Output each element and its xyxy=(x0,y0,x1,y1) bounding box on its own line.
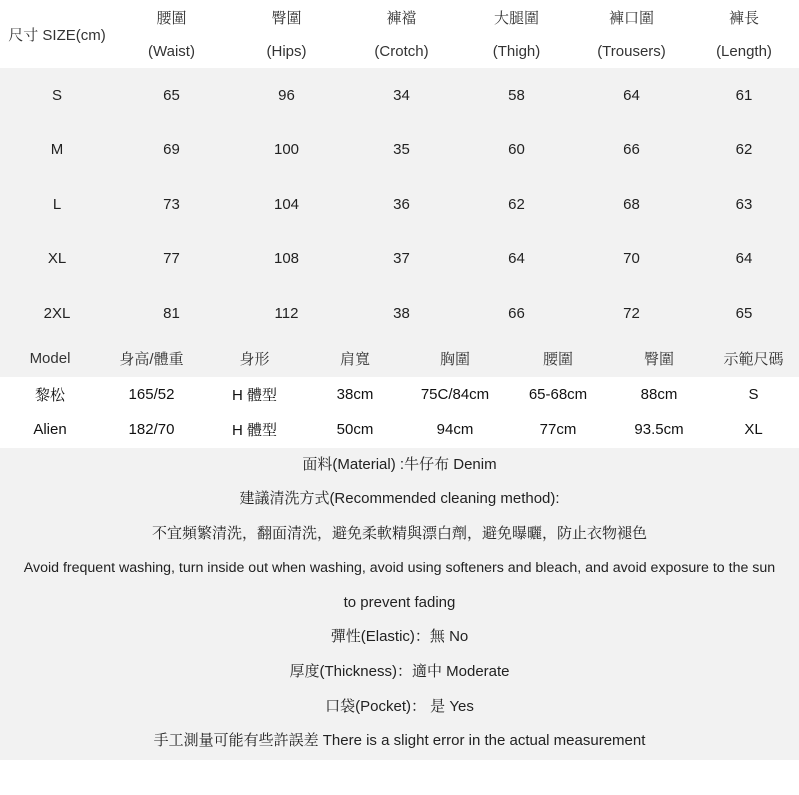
size-header-row-zh xyxy=(0,0,799,34)
cell-value: 64 xyxy=(735,250,753,268)
cell-value: 62 xyxy=(508,195,525,213)
cell-value: 63 xyxy=(735,195,753,213)
col-header-crotch-en: (Crotch) xyxy=(374,42,429,60)
cell-value: 108 xyxy=(273,250,300,268)
cell-value: 96 xyxy=(278,86,295,104)
cell-value: XL xyxy=(744,421,763,439)
cell-value: 112 xyxy=(274,304,299,322)
table-row xyxy=(0,123,799,178)
model-name: Alien xyxy=(33,421,67,439)
col-header-length-en: (Length) xyxy=(716,42,772,60)
cell-value: 66 xyxy=(508,304,525,322)
cleaning-title: 建議清洗方式(Recommended cleaning method): xyxy=(239,490,560,508)
cell-value: 81 xyxy=(163,304,180,322)
col-header-crotch: 褲襠 xyxy=(386,9,417,27)
model-header-height-weight: 身高/體重 xyxy=(119,351,184,368)
table-row xyxy=(0,377,799,413)
model-header-waist: 腰圍 xyxy=(542,351,573,368)
cell-value: 77 xyxy=(163,250,180,268)
cleaning-en-text-line1: Avoid frequent washing, turn inside out when washing, avoid using softeners and bleach, and avoid exposure to the sun xyxy=(23,560,776,577)
size-label: XL xyxy=(47,250,67,268)
table-row xyxy=(0,286,799,341)
cell-value: 70 xyxy=(623,250,640,268)
cell-value: 37 xyxy=(393,250,410,268)
cell-value: 77cm xyxy=(539,421,577,439)
size-label: S xyxy=(51,86,62,104)
cell-value: 75C/84cm xyxy=(420,385,490,403)
cell-value: 50cm xyxy=(336,421,374,439)
table-row xyxy=(0,412,799,448)
product-info-section xyxy=(0,448,799,760)
col-header-trousers-en: (Trousers) xyxy=(597,42,666,60)
cell-value: 65 xyxy=(163,86,180,104)
cell-value: 65-68cm xyxy=(528,385,588,403)
model-chart-table xyxy=(0,341,799,448)
size-corner-label: 尺寸 SIZE(cm) xyxy=(8,26,106,44)
table-row xyxy=(0,232,799,287)
table-row xyxy=(0,177,799,232)
cell-value: 94cm xyxy=(436,421,474,439)
model-header-body-type: 身形 xyxy=(239,351,270,368)
cell-value: 62 xyxy=(735,141,753,159)
measurement-note: 手工測量可能有些許誤差 There is a slight error in the actual measurement xyxy=(153,732,646,750)
material-text: 面料(Material) :牛仔布 Denim xyxy=(302,455,497,473)
col-header-thigh-en: (Thigh) xyxy=(492,42,541,60)
model-header-hips: 臀圍 xyxy=(643,351,674,368)
cell-value: 100 xyxy=(273,141,300,159)
col-header-hips: 臀圍 xyxy=(271,9,302,27)
cell-value: 64 xyxy=(508,250,525,268)
cell-value: 38 xyxy=(393,304,410,322)
cell-value: 64 xyxy=(623,86,640,104)
cleaning-zh-text: 不宜頻繁清洗，翻面清洗，避免柔軟精與漂白劑，避免曝曬，防止衣物褪色 xyxy=(151,524,647,542)
elastic-text: 彈性(Elastic)：無 No xyxy=(330,628,469,646)
col-header-trousers: 褲口圍 xyxy=(608,9,654,27)
cleaning-en-text-line2: to prevent fading xyxy=(343,593,456,611)
model-header-model: Model xyxy=(29,350,71,367)
size-label: 2XL xyxy=(43,304,71,322)
size-chart-table xyxy=(0,0,799,341)
col-header-hips-en: (Hips) xyxy=(266,42,307,60)
cell-value: H 體型 xyxy=(231,386,277,404)
cell-value: 60 xyxy=(508,141,525,159)
model-header-chest: 胸圍 xyxy=(439,351,470,368)
model-name: 黎松 xyxy=(34,386,65,404)
cell-value: 88cm xyxy=(640,385,678,403)
cell-value: 182/70 xyxy=(128,421,175,439)
cell-value: 38cm xyxy=(336,385,374,403)
size-header-row-en xyxy=(0,34,799,68)
model-header-shoulder: 肩寬 xyxy=(339,351,370,368)
col-header-waist: 腰圍 xyxy=(156,9,187,27)
cell-value: 104 xyxy=(273,195,300,213)
cell-value: H 體型 xyxy=(231,422,277,440)
cell-value: 34 xyxy=(393,86,410,104)
size-label: M xyxy=(50,141,64,159)
cell-value: 73 xyxy=(163,195,180,213)
cell-value: S xyxy=(748,385,759,403)
cell-value: 58 xyxy=(508,86,525,104)
cell-value: 61 xyxy=(735,86,753,104)
cell-value: 69 xyxy=(163,141,180,159)
size-label: L xyxy=(52,195,62,213)
table-row xyxy=(0,68,799,123)
cell-value: 66 xyxy=(623,141,640,159)
cell-value: 72 xyxy=(623,304,640,322)
thickness-text: 厚度(Thickness)：適中 Moderate xyxy=(289,663,510,681)
model-header-row xyxy=(0,341,799,377)
col-header-length: 褲長 xyxy=(728,9,759,27)
cell-value: 35 xyxy=(393,141,410,159)
pocket-text: 口袋(Pocket)： 是 Yes xyxy=(325,697,474,715)
col-header-waist-en: (Waist) xyxy=(148,42,195,60)
cell-value: 93.5cm xyxy=(634,421,684,439)
cell-value: 36 xyxy=(393,195,410,213)
model-header-size: 示範尺碼 xyxy=(723,351,784,368)
cell-value: 165/52 xyxy=(128,385,175,403)
col-header-thigh: 大腿圍 xyxy=(493,9,539,27)
cell-value: 65 xyxy=(735,304,753,322)
cell-value: 68 xyxy=(623,195,640,213)
